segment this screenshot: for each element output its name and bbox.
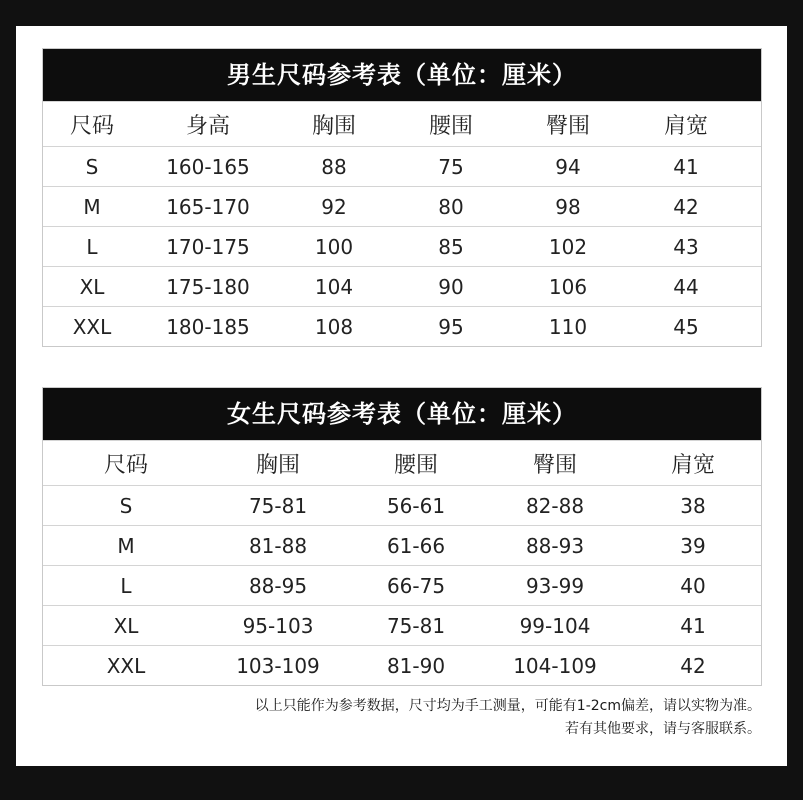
table-cell: 93-99: [525, 573, 585, 598]
column-header-waist: 腰围: [428, 113, 473, 139]
table-row: [43, 266, 761, 306]
table-cell: 104-109: [513, 653, 597, 678]
table-cell: 75-81: [386, 613, 446, 638]
table-cell: 100: [314, 234, 354, 259]
table-cell: 103-109: [236, 653, 320, 678]
table-cell: 88-93: [525, 533, 585, 558]
table-row: [43, 306, 761, 346]
table-row: [43, 186, 761, 226]
table-cell: 82-88: [525, 493, 585, 518]
column-header-chest: 胸围: [311, 113, 356, 139]
table-cell: XXL: [106, 653, 146, 678]
size-chart-panel: [16, 26, 787, 766]
table-cell: 66-75: [386, 573, 446, 598]
table-row: [43, 146, 761, 186]
table-cell: 98: [555, 194, 581, 219]
table-cell: 170-175: [166, 234, 250, 259]
women-table-title: 女生尺码参考表（单位：厘米）: [43, 388, 761, 440]
table-cell: S: [85, 154, 99, 179]
table-cell: 88-95: [248, 573, 308, 598]
table-cell: 92: [321, 194, 347, 219]
table-row: [43, 605, 761, 645]
column-header-hip: 臀围: [532, 452, 577, 478]
table-cell: M: [83, 194, 101, 219]
table-cell: 106: [548, 274, 588, 299]
table-cell: 88: [321, 154, 347, 179]
table-cell: 61-66: [386, 533, 446, 558]
table-cell: XL: [79, 274, 105, 299]
table-row: [43, 226, 761, 266]
column-header-size: 尺码: [69, 113, 114, 139]
table-cell: 180-185: [166, 314, 250, 339]
column-header-chest: 胸围: [255, 452, 300, 478]
table-cell: 75: [438, 154, 464, 179]
column-header-size: 尺码: [103, 452, 148, 478]
table-cell: 102: [548, 234, 588, 259]
table-cell: 175-180: [166, 274, 250, 299]
table-cell: 95: [438, 314, 464, 339]
table-cell: 81-90: [386, 653, 446, 678]
table-cell: 75-81: [248, 493, 308, 518]
column-header-waist: 腰围: [393, 452, 438, 478]
column-header-shoulder: 肩宽: [670, 452, 715, 478]
table-cell: 41: [680, 613, 706, 638]
table-cell: 94: [555, 154, 581, 179]
table-cell: 108: [314, 314, 354, 339]
table-cell: 99-104: [519, 613, 591, 638]
table-cell: 56-61: [386, 493, 446, 518]
table-cell: 95-103: [242, 613, 314, 638]
column-header-hip: 臀围: [545, 113, 590, 139]
table-cell: 90: [438, 274, 464, 299]
table-cell: 80: [438, 194, 464, 219]
women-size-table: [42, 387, 762, 686]
table-cell: 43: [673, 234, 699, 259]
table-cell: 39: [680, 533, 706, 558]
table-cell: M: [117, 533, 135, 558]
table-cell: XXL: [72, 314, 112, 339]
table-row: [43, 525, 761, 565]
table-cell: 165-170: [166, 194, 250, 219]
men-size-table: [42, 48, 762, 347]
table-cell: 81-88: [248, 533, 308, 558]
customer-service-note: 若有其他要求，请与客服联系。: [565, 721, 761, 737]
table-row: [43, 485, 761, 525]
table-row: [43, 565, 761, 605]
table-cell: 110: [548, 314, 588, 339]
men-table-title: 男生尺码参考表（单位：厘米）: [43, 49, 761, 101]
table-cell: 38: [680, 493, 706, 518]
table-cell: 85: [438, 234, 464, 259]
table-row: [43, 645, 761, 685]
table-cell: 40: [680, 573, 706, 598]
table-cell: L: [120, 573, 132, 598]
column-header-shoulder: 肩宽: [663, 113, 708, 139]
table-cell: 160-165: [166, 154, 250, 179]
women-table-header-row: [43, 440, 761, 485]
table-cell: 104: [314, 274, 354, 299]
table-cell: 42: [680, 653, 706, 678]
men-table-header-row: [43, 101, 761, 146]
table-cell: 44: [673, 274, 699, 299]
column-header-height: 身高: [185, 113, 230, 139]
measurement-disclaimer: 以上只能作为参考数据，尺寸均为手工测量，可能有1-2cm偏差，请以实物为准。: [254, 698, 761, 714]
table-cell: S: [119, 493, 133, 518]
table-cell: L: [86, 234, 98, 259]
table-cell: 45: [673, 314, 699, 339]
table-cell: 41: [673, 154, 699, 179]
table-cell: XL: [113, 613, 139, 638]
table-cell: 42: [673, 194, 699, 219]
